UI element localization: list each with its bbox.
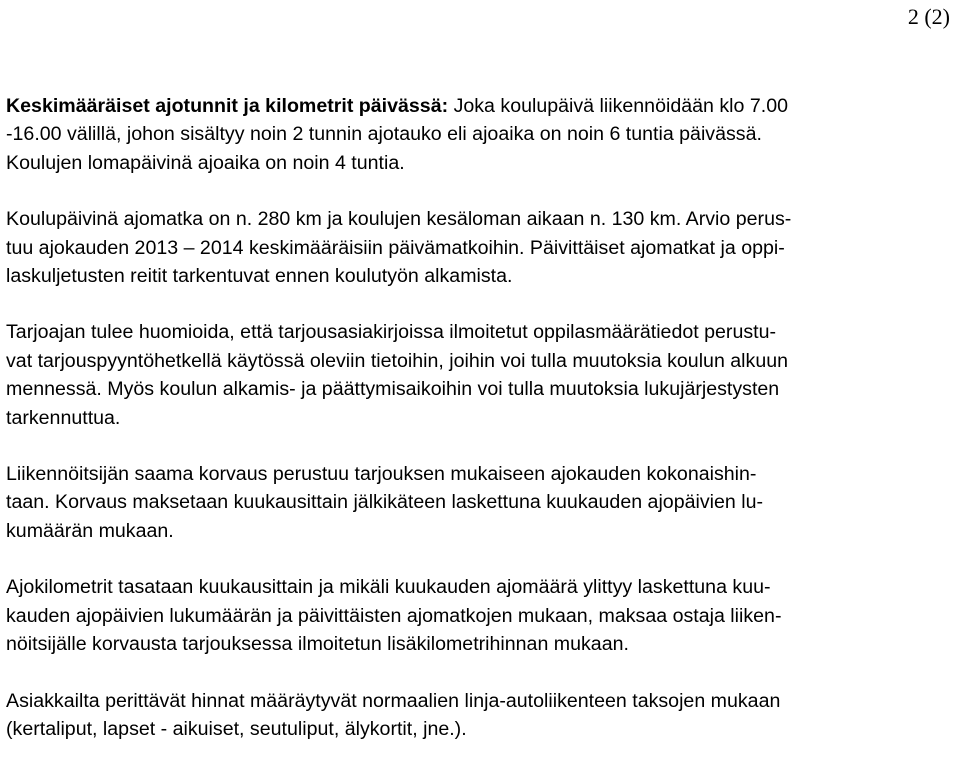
text-line: Asiakkailta perittävät hinnat määräytyvät normaalien linja-autoliikenteen taksojen mukaan [6, 689, 781, 712]
text-line: (kertaliput, lapset - aikuiset, seutuliput, älykortit, jne.). [6, 717, 467, 740]
paragraph-driving-hours [6, 92, 950, 177]
text-line: Koulujen lomapäivinä ajoaika on noin 4 tuntia. [6, 151, 405, 174]
text-line: mennessä. Myös koulun alkamis- ja päättymisaikoihin voi tulla muutoksia lukujärjestysten [6, 378, 780, 401]
text-line: -16.00 välillä, johon sisältyy noin 2 tunnin ajotauko eli ajoaika on noin 6 tuntia päivässä. [6, 123, 762, 146]
text-line: nöitsijälle korvausta tarjouksessa ilmoitetun lisäkilometrihinnan mukaan. [6, 633, 629, 656]
text-line [6, 92, 950, 120]
text-line: Ajokilometrit tasataan kuukausittain ja mikäli kuukauden ajomäärä ylittyy laskettuna kuu- [6, 576, 771, 599]
text-line: Koulupäivinä ajomatka on n. 280 km ja koulujen kesäloman aikaan n. 130 km. Arvio perus- [6, 208, 792, 231]
bold-heading: Keskimääräiset ajotunnit ja kilometrit päivässä: [6, 95, 449, 117]
document-body [6, 92, 950, 771]
text-line: tarkennuttua. [6, 406, 121, 429]
text-line: tuu ajokauden 2013 – 2014 keskimääräisiin päivämatkoihin. Päivittäiset ajomatkat ja oppi- [6, 236, 785, 259]
text-line: kumäärän mukaan. [6, 519, 174, 542]
paragraph-distance [6, 205, 950, 290]
page-number: 2 (2) [907, 4, 950, 29]
text-segment: Joka koulupäivä liikennöidään klo 7.00 [448, 95, 788, 117]
text-line: kauden ajopäivien lukumäärän ja päivittäisten ajomatkojen mukaan, maksaa ostaja liiken- [6, 604, 782, 627]
paragraph-compensation [6, 460, 950, 545]
text-line: taan. Korvaus maksetaan kuukausittain jälkikäteen laskettuna kuukauden ajopäivien lu- [6, 491, 764, 514]
paragraph-pupil-counts [6, 318, 950, 432]
text-line: laskuljetusten reitit tarkentuvat ennen koulutyön alkamista. [6, 265, 513, 288]
paragraph-fares [6, 687, 950, 744]
text-line: Tarjoajan tulee huomioida, että tarjousasiakirjoissa ilmoitetut oppilasmäärätiedot perustu- [6, 321, 777, 344]
text-line: vat tarjouspyyntöhetkellä käytössä oleviin tietoihin, joihin voi tulla muutoksia koulun alkuun [6, 349, 789, 372]
text-line: Liikennöitsijän saama korvaus perustuu tarjouksen mukaiseen ajokauden kokonaishin- [6, 463, 757, 486]
paragraph-mileage [6, 573, 950, 658]
